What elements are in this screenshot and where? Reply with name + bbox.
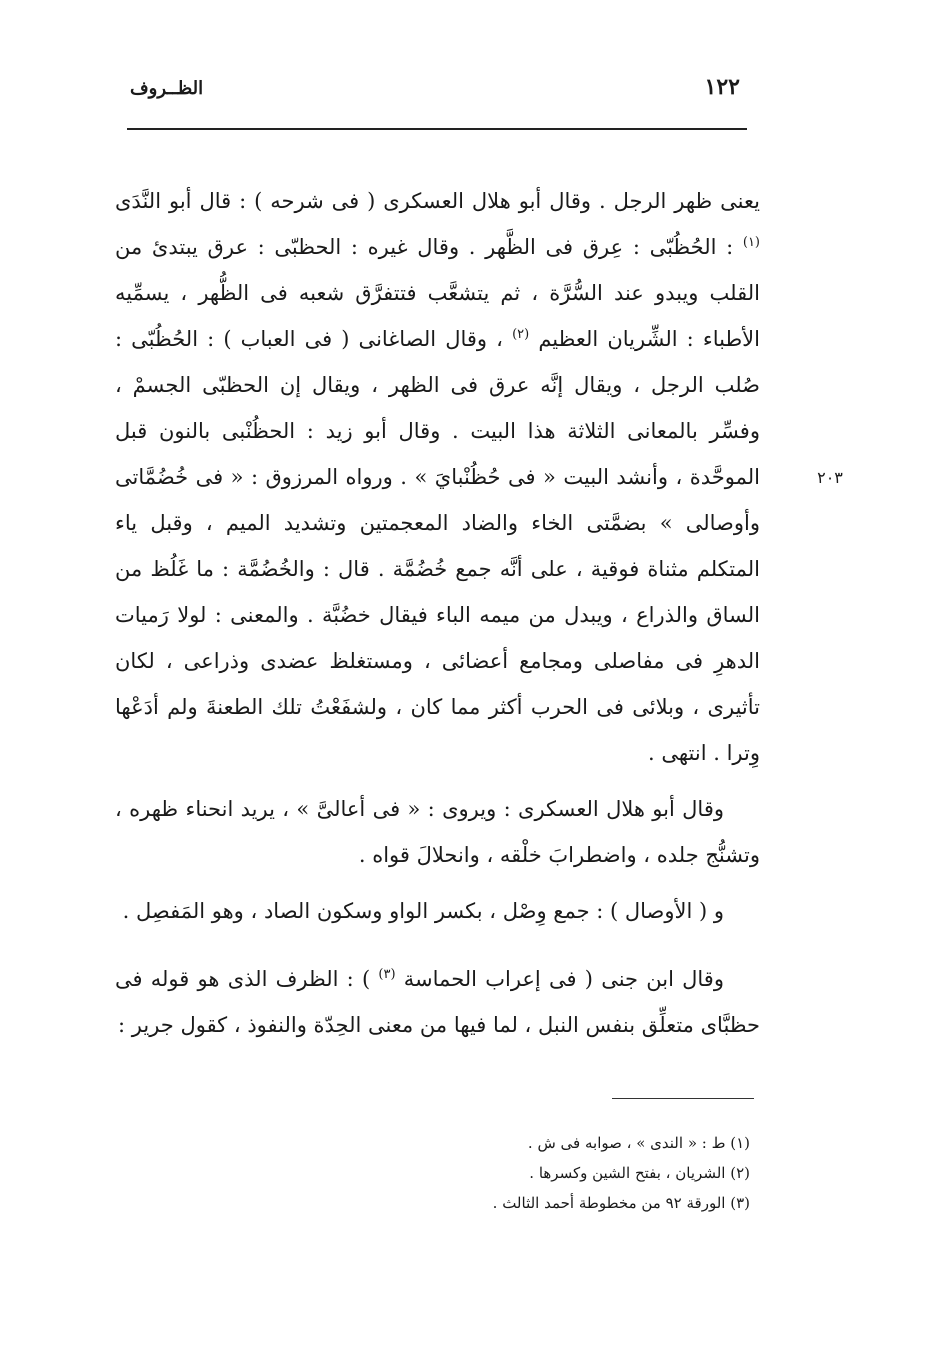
footnote-divider [612, 1098, 754, 1099]
page-number: ١٢٢ [704, 74, 740, 100]
footnote-ref-3: (٣) [378, 967, 396, 982]
paragraph-1-part-c: ، وقال الصاغانى ( فى العباب ) : الحُظُبّى : صُلب الرجل ، ويقال إنَّه عرق فى الظهر ، ويقال إن الحظبّى الجسمْ ، وفسِّر بالمعانى الثلاثة هذا البيت . وقال أبو زيد : الحظُنْبى بالنون قبل الموحَّدة ، وأنشد البيت « فى حُظُنْبايَ » . ورواه المرزوق : « فى خُضُمَّاتى وأوصالى » بضمَّتى الخاء والضاد المعجمتين وتشديد الميم ، وقبل ياء المتكلم مثناة فوقية ، على أنَّه جمع خُضُمَّة . قال : والخُضُمَّة : ما غَلُظ من الساق والذراع ، ويبدل من ميمه الباء فيقال خضُبَّة . والمعنى : لولا رَميات الدهرِ فى مفاصلى ومجامع أعضائى ، ومستغلظ عضدى وذراعى ، لكان تأثيرى ، وبلائى فى الحرب أكثر مما كان ، ولشفَعْتُ تلك الطعنةَ ولم أدَعْها وِترا . انتهى . [115, 327, 760, 765]
paragraph-3: و ( الأوصال ) : جمع وِصْل ، بكسر الواو وسكون الصاد ، وهو المَفصِل . [122, 899, 724, 923]
paragraph-2: وقال أبو هلال العسكرى : ويروى : « فى أعالىَّ » ، يريد انحناء ظهره ، وتشنُّج جلده ، واضطرابَ خلْقه ، وانحلالَ قواه . [115, 797, 760, 867]
paragraph-1-part-a: يعنى ظهر الرجل . وقال أبو هلال العسكرى ( فى شرحه ) : قال أبو النَّدَى [115, 189, 760, 213]
paragraph-4-part-b: ) : الظرف الذى هو قوله فى حظبَّاى متعلِّق بنفس النبل ، لما فيها من معنى الحِدّة والنفوذ ، كقول جرير : [115, 967, 760, 1037]
footnote-2: (٢) الشريان ، بفتح الشين وكسرها . [529, 1164, 750, 1182]
footnote-ref-2: (٢) [512, 327, 530, 342]
footnotes [300, 1128, 750, 1218]
footnote-3: (٣) الورقة ٩٢ من مخطوطة أحمد الثالث . [492, 1194, 750, 1212]
footnote-1: (١) ط : « الندى » ، صوابه فى ش . [527, 1134, 750, 1152]
margin-line-number: ٢٠٣ [817, 468, 843, 487]
running-header: الظــروف [130, 78, 204, 99]
footnote-ref-1: (١) [742, 235, 760, 250]
paragraph-1-part-b: : الحُظُبّى : عِرق فى الظَّهر . وقال غيره : الحظبّى : عرق يبتدئ من القلب ويبدو عند السُّرَّة ، ثم يتشعَّب فتتفرَّق شعبه فى الظُّهر ، يسمِّيه الأطباء : الشِّريان العظيم [115, 235, 760, 351]
paragraph-4 [115, 956, 760, 1048]
paragraph-4-part-a: وقال ابن جنى ( فى إعراب الحماسة [395, 967, 724, 991]
paragraph-1 [115, 178, 760, 776]
header-divider [127, 128, 747, 130]
main-text [115, 178, 760, 1048]
